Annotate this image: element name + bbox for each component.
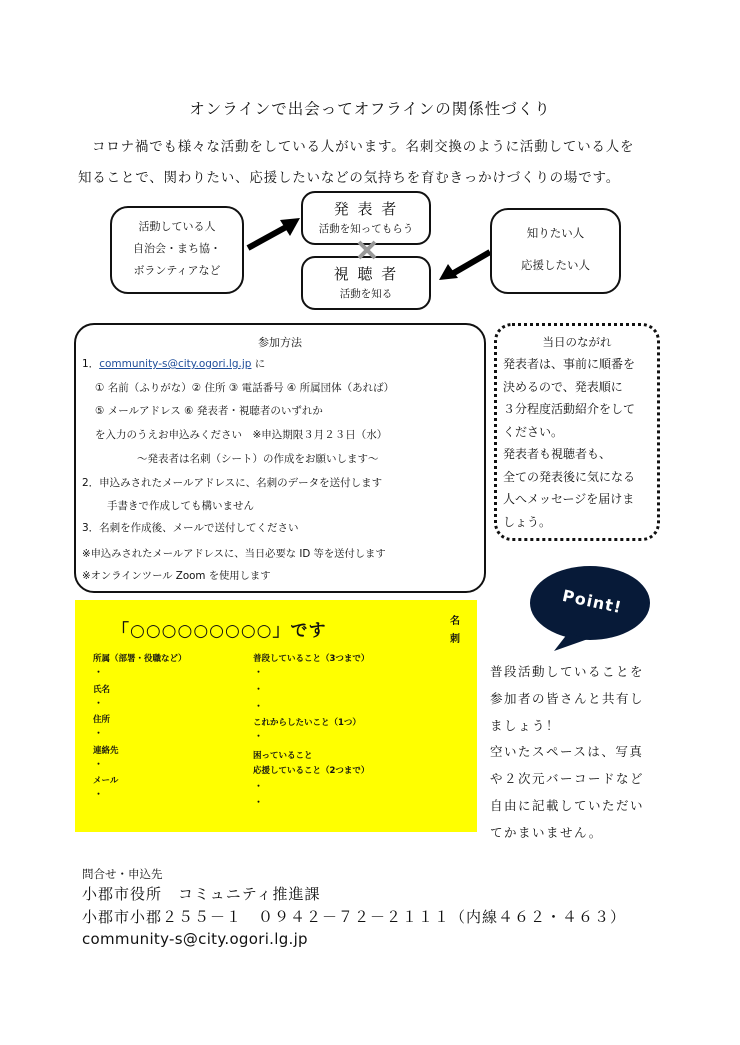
field-bullet: ・	[94, 729, 104, 739]
active-people-bubble	[110, 206, 244, 294]
presenter-note: ～発表者は名刺（シート）の作成をお願いします～	[137, 453, 379, 465]
field-bullet: ・	[94, 790, 104, 800]
point-badge-label: Point!	[560, 585, 624, 618]
viewer-box	[301, 256, 431, 310]
contact-address-phone: 小郡市小郡２５５－１ ０９４２－７２－２１１１（内線４６２・４６３）	[82, 908, 627, 926]
active-people-label: 活動している人	[138, 220, 216, 233]
card-side-label-2: 刺	[450, 634, 460, 645]
point-line: 参加者の皆さんと共有し	[490, 690, 645, 706]
point-line: 空いたスペースは、写真	[490, 744, 644, 760]
field-bullet: ・	[94, 699, 104, 709]
presenter-title: 発 表 者	[333, 200, 399, 218]
contact-organization: 小郡市役所 コミュニティ推進課	[82, 885, 321, 903]
viewer-title: 視 聴 者	[333, 265, 399, 283]
field-contact: 連絡先	[93, 746, 119, 756]
field-troubles: 困っていること	[253, 751, 313, 761]
required-items-1: ① 名前（ふりがな）② 住所 ③ 電話番号 ④ 所属団体（あれば）	[95, 382, 395, 394]
active-people-examples-2: ボランティアなど	[133, 264, 221, 277]
day-flow-line: 人へメッセージを届けま	[503, 492, 635, 506]
exchange-cross-icon	[355, 238, 379, 262]
day-flow-line: ください。	[503, 424, 564, 439]
field-usual-activities: 普段していること（3つまで）	[253, 654, 370, 664]
card-side-label-1: 名	[450, 616, 460, 627]
field-bullet: ・	[94, 668, 104, 678]
interested-label: 知りたい人	[526, 226, 585, 240]
day-flow-line: 発表者は、事前に順番を	[503, 357, 636, 371]
day-flow-line: 発表者も視聴者も、	[503, 447, 612, 461]
field-bullet: ・	[254, 782, 264, 792]
footnote-2: ※オンラインツール Zoom を使用します	[82, 570, 271, 582]
field-bullet: ・	[254, 702, 264, 712]
field-affiliation: 所属（部署・役職など）	[93, 654, 187, 664]
contact-email-link[interactable]: community-s@city.ogori.lg.jp	[82, 930, 308, 948]
step-2: 2．申込みされたメールアドレスに、名刺のデータを送付します	[82, 477, 383, 489]
day-flow-text	[503, 353, 635, 533]
presenter-box	[301, 191, 431, 245]
day-flow-line: しょう。	[503, 514, 552, 529]
contact-heading: 問合せ・申込先	[82, 867, 163, 881]
field-bullet: ・	[94, 760, 104, 770]
field-bullet: ・	[254, 685, 264, 695]
field-future-plans: これからしたいこと（1つ）	[253, 718, 361, 728]
point-text	[490, 659, 644, 847]
interested-people-bubble	[490, 208, 621, 294]
viewer-subtitle: 活動を知る	[339, 288, 393, 300]
application-email-link[interactable]: community-s@city.ogori.lg.jp	[99, 358, 252, 370]
step-2-sub: 手書きで作成しても構いません	[107, 500, 254, 512]
field-address: 住所	[93, 715, 111, 725]
presenter-subtitle: 活動を知ってもらう	[318, 223, 414, 235]
field-bullet: ・	[254, 732, 264, 742]
supporter-label: 応援したい人	[521, 258, 590, 272]
step-1-number: 1．	[82, 358, 100, 370]
card-title: 「○○○○○○○○○」です	[112, 621, 327, 641]
point-line: 普段活動していることを	[490, 664, 645, 679]
point-line: てかまいません。	[490, 824, 603, 840]
field-email: メール	[93, 776, 119, 786]
active-people-examples-1: 自治会・まち協・	[133, 242, 221, 255]
field-bullet: ・	[254, 798, 264, 808]
page-title: オンラインで出会ってオフラインの関係性づくり	[189, 100, 551, 118]
point-line: ましょう！	[490, 717, 561, 733]
arrow-right-icon	[244, 214, 304, 254]
day-flow-heading: 当日のながれ	[542, 335, 612, 349]
footnote-1: ※申込みされたメールアドレスに、当日必要な ID 等を送付します	[82, 548, 386, 560]
required-items-2: ⑤ メールアドレス ⑥ 発表者・視聴者のいずれか	[95, 405, 323, 417]
intro-line-1: コロナ禍でも様々な活動をしている人がいます。名刺交換のように活動している人を	[92, 139, 635, 155]
intro-line-2: 知ることで、関わりたい、応援したいなどの気持ちを育むきっかけづくりの場です。	[78, 170, 621, 186]
how-to-heading: 参加方法	[258, 336, 302, 349]
point-line: 自由に記載していただい	[490, 797, 645, 813]
point-line: や２次元バーコードなど	[490, 771, 645, 787]
step-1	[82, 356, 265, 371]
step-3: 3．名刺を作成後、メールで送付してください	[82, 522, 299, 534]
day-flow-line: 全ての発表後に気になる	[503, 469, 636, 484]
field-bullet: ・	[254, 668, 264, 678]
arrow-left-icon	[436, 248, 494, 284]
day-flow-line: 決めるので、発表順に	[503, 379, 623, 394]
field-supporting: 応援していること（2つまで）	[253, 766, 370, 776]
deadline-text: を入力のうえお申込みください ※申込期限３月２３日（水）	[95, 429, 388, 441]
step-1-suffix: に	[251, 358, 266, 370]
day-flow-line: ３分程度活動紹介をして	[503, 402, 636, 416]
field-name: 氏名	[93, 685, 111, 695]
